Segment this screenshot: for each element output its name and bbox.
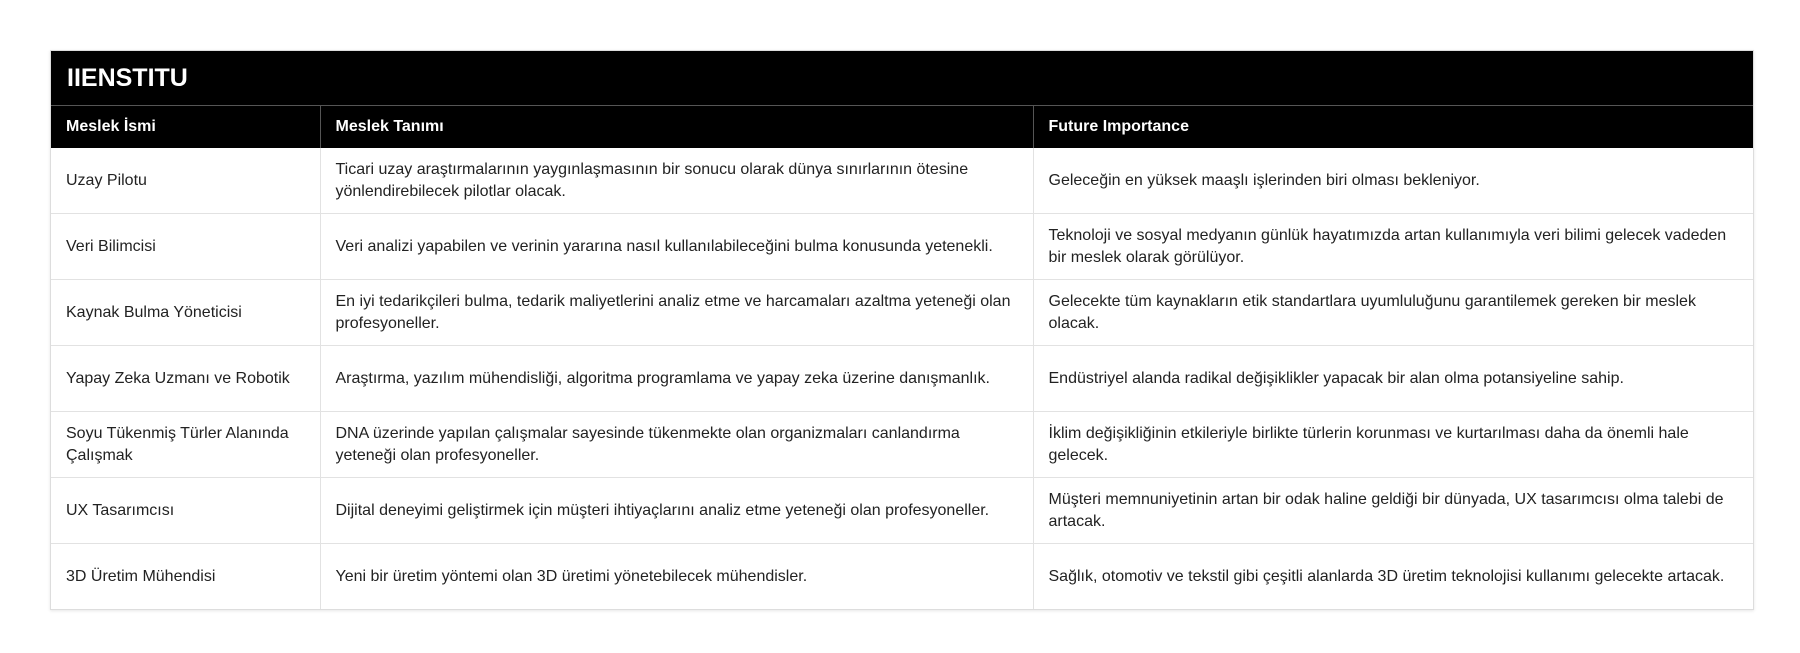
table-row — [51, 214, 1753, 280]
cell-profession-name: 3D Üretim Mühendisi — [51, 544, 320, 610]
cell-future-importance: Geleceğin en yüksek maaşlı işlerinden biri olması bekleniyor. — [1048, 171, 1480, 189]
cell-future-importance: Müşteri memnuniyetinin artan bir odak haline geldiği bir dünyada, UX tasarımcısı olma talebi de artacak. — [1033, 478, 1753, 544]
table-row — [51, 478, 1753, 544]
table-row — [51, 280, 1753, 346]
cell-profession-description: Ticari uzay araştırmalarının yaygınlaşmasının bir sonucu olarak dünya sınırlarının ötesine yönlendirebilecek pilotlar olacak. — [320, 148, 1033, 214]
cell-profession-name: Veri Bilimcisi — [51, 214, 320, 280]
cell-future-importance: Teknoloji ve sosyal medyanın günlük hayatımızda artan kullanımıyla veri bilimi gelecek vadeden bir meslek olarak görülüyor. — [1033, 214, 1753, 280]
cell-profession-description: Yeni bir üretim yöntemi olan 3D üretimi yönetebilecek mühendisler. — [320, 544, 1033, 610]
table-row — [51, 412, 1753, 478]
cell-profession-name: Uzay Pilotu — [51, 148, 320, 214]
cell-profession-name: Yapay Zeka Uzmanı ve Robotik — [51, 346, 320, 412]
table-row — [51, 148, 1753, 214]
header-profession-description: Meslek Tanımı — [320, 106, 1033, 148]
table-header-row — [51, 106, 1753, 148]
cell-profession-description: En iyi tedarikçileri bulma, tedarik maliyetlerini analiz etme ve harcamaları azaltma yeteneği olan profesyoneller. — [320, 280, 1033, 346]
header-profession-name: Meslek İsmi — [51, 106, 320, 148]
cell-profession-description: Dijital deneyimi geliştirmek için müşteri ihtiyaçlarını analiz etme yeteneği olan profesyoneller. — [320, 478, 1033, 544]
cell-future-importance: İklim değişikliğinin etkileriyle birlikte türlerin korunması ve kurtarılması daha da önemli hale gelecek. — [1033, 412, 1753, 478]
table-row — [51, 544, 1753, 610]
cell-future-importance: Sağlık, otomotiv ve tekstil gibi çeşitli alanlarda 3D üretim teknolojisi kullanımı gelecekte artacak. — [1033, 544, 1753, 610]
cell-future-importance: Endüstriyel alanda radikal değişiklikler yapacak bir alan olma potansiyeline sahip. — [1033, 346, 1753, 412]
cell-profession-name: Soyu Tükenmiş Türler Alanında Çalışmak — [51, 412, 320, 478]
cell-profession-name: Kaynak Bulma Yöneticisi — [51, 280, 320, 346]
profession-table — [51, 106, 1753, 609]
brand-title: IIENSTITU — [51, 51, 1753, 106]
data-table-card — [50, 50, 1754, 610]
cell-profession-description: Araştırma, yazılım mühendisliği, algoritma programlama ve yapay zeka üzerine danışmanlık. — [320, 346, 1033, 412]
cell-profession-description: DNA üzerinde yapılan çalışmalar sayesinde tükenmekte olan organizmaları canlandırma yeteneği olan profesyoneller. — [320, 412, 1033, 478]
cell-profession-description: Veri analizi yapabilen ve verinin yararına nasıl kullanılabileceğini bulma konusunda yetenekli. — [320, 214, 1033, 280]
header-future-importance: Future Importance — [1033, 106, 1753, 148]
cell-future-importance: Gelecekte tüm kaynakların etik standartlara uyumluluğunu garantilemek gereken bir meslek olacak. — [1033, 280, 1753, 346]
cell-profession-name: UX Tasarımcısı — [51, 478, 320, 544]
table-row — [51, 346, 1753, 412]
